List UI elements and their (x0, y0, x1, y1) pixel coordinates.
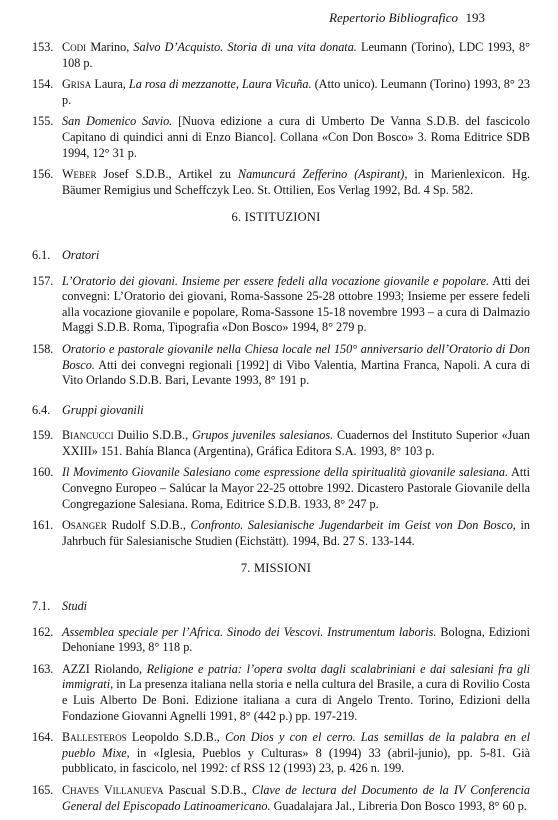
entry-rest: in Marienlexicon. Hg. Bäumer Remigius und Scheffczyk Leo. St. Ottilien, Eos Verlag 1992, Bd. 4 Sp. 582. (62, 167, 530, 197)
entry-rest: [Nuova edizione a cura di Umberto De Vanna S.D.B. del fascicolo Capitano di quindici anni di Enzo Bianco]. Collana «Con Don Bosco» 3. Roma Editrice SDB 1994, 12° 31 p. (62, 114, 530, 160)
entry-author: AZZI (62, 661, 90, 676)
bib-entry-153 (22, 40, 530, 71)
subsection-gruppi-giovanili (22, 403, 530, 419)
entry-title: Oratorio e pastorale giovanile nella Chiesa locale nel 150° anniversario dell’Oratorio di Don Bosco. (62, 341, 530, 372)
entry-number: 154. (32, 77, 54, 92)
subsection-label: Studi (62, 599, 88, 614)
bib-entry-160 (22, 465, 530, 512)
bib-entry-161 (22, 518, 530, 549)
subsection-label: Gruppi giovanili (62, 402, 144, 417)
entry-number: 160. (32, 465, 54, 480)
entry-title: Grupos juveniles salesianos. (191, 428, 334, 443)
page-number: 193 (465, 10, 485, 25)
entry-author: Ballesteros (62, 730, 127, 745)
entry-title: Namuncurá Zefferino (Aspirant), (237, 167, 408, 182)
entry-author-rest: Riolando, (89, 661, 147, 676)
entry-author-rest: Laura, (91, 77, 129, 92)
entry-author-rest: Marino, (86, 40, 134, 54)
entry-rest: Atti dei convegni regionali [1992] di Vibo Valentia, Martina Franca, Napoli. A cura di Vito Orlando S.D.B. Bari, Levante 1993, 8° 191 p. (62, 357, 530, 388)
bib-entry-158 (22, 342, 530, 389)
bib-entry-164 (22, 730, 530, 777)
entry-author-rest: Duilio S.D.B., (113, 428, 192, 443)
entry-rest: (Atto unico). Leumann (Torino) 1993, 8° 23 p. (62, 77, 530, 107)
entry-author: Biancucci (62, 428, 114, 443)
entry-number: 157. (32, 273, 54, 288)
entry-title: Assemblea speciale per l’Africa. Sinodo dei Vescovi. Instrumentum laboris. (62, 624, 437, 639)
entry-number: 153. (32, 40, 54, 54)
bib-entry-165 (22, 783, 530, 814)
entry-number: 161. (32, 518, 54, 533)
entry-rest: Leumann (Torino), LDC 1993, 8° 108 p. (62, 40, 530, 70)
entry-number: 164. (32, 730, 54, 745)
section-title-istituzioni: 6. ISTITUZIONI (231, 210, 321, 225)
entry-title: Il Movimento Giovanile Salesiano come espressione della spiritualità giovanile salesiana. (62, 465, 509, 480)
entry-author: Weber (62, 167, 97, 182)
entry-author-rest: Leopoldo S.D.B., (126, 730, 226, 745)
entry-title: Con Dios y con el cerro. Las semillas de la palabra en el pueblo Mixe, (62, 730, 531, 760)
subsection-studi (22, 599, 530, 615)
entry-author-rest: Rudolf S.D.B., (106, 518, 191, 533)
entry-rest: in «Iglesia, Pueblos y Culturas» 8 (1994) 33 (abril-junio), pp. 5-81. Già pubblicato, in fascicolo, nel 1992: cf RSS 12 (1993) 23, p. 426 n. 199. (62, 745, 530, 776)
entry-number: 165. (32, 782, 54, 797)
entry-rest: Cuadernos del Instituto Superior «Juan XXIII» 151. Bahía Blanca (Argentina), Gráfica Editora S.A. 1993, 8° 103 p. (62, 428, 531, 458)
entry-rest: Atti dei convegni: L’Oratorio dei giovani, Roma-Sassone 25-28 ottobre 1993; Insieme per essere fedeli alla vocazione giovanile e popolare, Roma-Sassone 15-18 novembre 1993 – a cura di Dalmazio Maggi S.D.B. Roma, Tipografia «Don Bosco» 1994, 8° 279 p. (62, 273, 530, 335)
entry-title: Salvo D’Acquisto. Storia di una vita donata. (133, 40, 357, 54)
entry-author: Osanger (62, 518, 107, 533)
page-content (22, 40, 530, 820)
bib-entry-162 (22, 625, 530, 656)
subsection-number: 6.1. (32, 247, 51, 262)
bib-entry-155 (22, 114, 530, 161)
section-title-missioni: 7. MISSIONI (240, 561, 312, 576)
subsection-oratori (22, 248, 530, 264)
entry-title: Clave de lectura del Documento de la IV Conferencia General del Episcopado Latinoamericano. (62, 782, 530, 813)
entry-title: La rosa di mezzanotte, Laura Vicuña. (128, 77, 312, 92)
entry-rest: Guadalajara Jal., Libreria Don Bosco 1993, 8° 60 p. (270, 798, 527, 813)
entry-rest: in Jahrbuch für Salesianische Studien (Eichstätt). 1994, Bd. 27 S. 133-144. (62, 518, 530, 548)
entry-title: San Domenico Savio. (62, 114, 173, 129)
entry-number: 158. (32, 341, 54, 356)
entry-number: 162. (32, 624, 54, 639)
bib-entry-157 (22, 274, 530, 336)
entry-author: Chaves Villanueva (62, 782, 164, 797)
entry-rest: in La presenza italiana nella storia e nella cultura del Brasile, a cura di Rovilio Costa e Luis Alberto De Boni. Edizione italiana a cura di Angelo Trento. Torino, Edizioni della Fondazione Giovanni Agnelli 1991, 8° (442 p.) pp. 197-219. (62, 677, 530, 723)
entry-rest: Bologna, Edizioni Dehoniane 1993, 8° 118 p. (62, 624, 531, 655)
subsection-number: 6.4. (32, 402, 51, 417)
entry-number: 159. (32, 428, 54, 443)
subsection-number: 7.1. (32, 599, 51, 614)
bib-entry-163 (22, 662, 530, 724)
page-header (0, 10, 558, 30)
bib-entry-159 (22, 428, 530, 459)
entry-author-rest: Pascual S.D.B., (163, 782, 252, 797)
entry-rest: Atti Convegno Europeo – Salúcar la Mayor 22-25 ottobre 1992. Dicastero Pastorale Giovanile della Congregazione Salesiana. Roma, Editrice S.D.B. 1933, 8° 247 p. (62, 465, 530, 511)
entry-title: L’Oratorio dei giovani. Insieme per essere fedeli alla vocazione giovanile e popolare. (62, 273, 490, 288)
entry-number: 163. (32, 661, 54, 676)
bib-entry-156 (22, 167, 530, 198)
entry-title: Confronto. Salesianische Jugendarbeit im Geist von Don Bosco, (190, 518, 516, 533)
entry-author: Codi (62, 40, 87, 54)
bib-entry-154 (22, 77, 530, 108)
entry-title: Religione e patria: l’opera svolta dagli scalabriniani e dai salesiani fra gli immigrati, (62, 661, 531, 692)
entry-author: Grisa (62, 77, 92, 92)
entry-number: 156. (32, 167, 54, 182)
running-title: Repertorio Bibliografico (329, 10, 458, 25)
subsection-label: Oratori (62, 247, 100, 262)
entry-author-rest: Josef S.D.B., Artikel zu (96, 167, 238, 182)
entry-number: 155. (32, 114, 54, 129)
